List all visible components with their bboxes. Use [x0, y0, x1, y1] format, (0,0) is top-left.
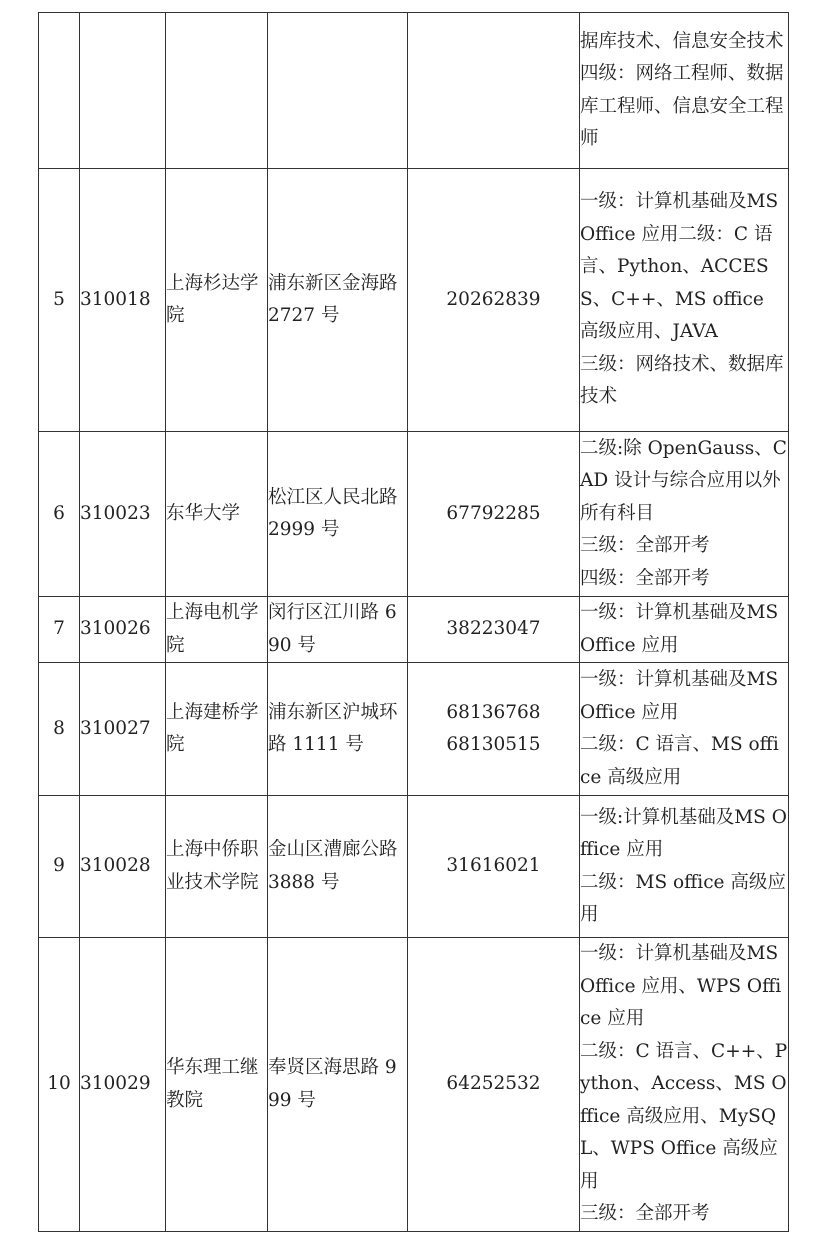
phone-number: 64252532: [446, 1073, 541, 1095]
subject-line: 四级：全部开考: [580, 567, 710, 589]
table-row: [39, 663, 789, 796]
site-code: 310028: [80, 796, 166, 938]
phone-number: 67792285: [446, 502, 541, 524]
table-row: [39, 938, 789, 1232]
site-name: [166, 13, 268, 169]
site-code: 310026: [80, 597, 166, 663]
exam-subjects: [580, 169, 789, 432]
site-phone: [408, 938, 580, 1232]
exam-subjects: [580, 796, 789, 938]
exam-subjects: [580, 432, 789, 597]
row-number: 8: [39, 663, 80, 796]
site-address: 闵行区江川路 690 号: [268, 597, 408, 663]
subject-line: 据库技术、信息安全技术: [580, 30, 784, 52]
site-address: 浦东新区沪城环路 1111 号: [268, 663, 408, 796]
site-address: 金山区漕廊公路 3888 号: [268, 796, 408, 938]
table-row: [39, 432, 789, 597]
phone-number: 20262839: [446, 288, 541, 310]
row-number: 7: [39, 597, 80, 663]
exam-sites-table: [38, 12, 789, 1232]
exam-subjects: [580, 597, 789, 663]
table-row: [39, 796, 789, 938]
row-number: 6: [39, 432, 80, 597]
phone-number: 31616021: [446, 855, 541, 877]
site-code: 310029: [80, 938, 166, 1232]
table-row: [39, 13, 789, 169]
exam-subjects: [580, 13, 789, 169]
site-name: 东华大学: [166, 432, 268, 597]
subject-line: 三级：全部开考: [580, 535, 710, 557]
subject-line: 三级：网络技术、数据库技术: [580, 353, 784, 408]
row-number: 9: [39, 796, 80, 938]
site-phone: [408, 796, 580, 938]
exam-subjects: [580, 663, 789, 796]
site-code: [80, 13, 166, 169]
phone-number: 68130515: [446, 734, 541, 755]
site-name: 华东理工继教院: [166, 938, 268, 1232]
subject-line: 二级：C 语言、C++、Python、Access、MS Office 高级应用、MySQL、WPS Office 高级应用: [580, 1040, 788, 1192]
site-address: [268, 13, 408, 169]
site-code: 310018: [80, 169, 166, 432]
subject-line: 二级：C 语言、MS office 高级应用: [580, 734, 779, 788]
site-name: 上海电机学院: [166, 597, 268, 663]
site-name: 上海中侨职业技术学院: [166, 796, 268, 938]
table-row: [39, 169, 789, 432]
site-name: 上海建桥学院: [166, 663, 268, 796]
subject-line: 一级:计算机基础及MS Office 应用: [580, 806, 787, 860]
site-phone: [408, 432, 580, 597]
subject-line: 二级:除 OpenGauss、CAD 设计与综合应用以外所有科目: [580, 437, 787, 524]
site-address: 松江区人民北路 2999 号: [268, 432, 408, 597]
exam-subjects: [580, 938, 789, 1232]
site-phone: [408, 169, 580, 432]
row-number: [39, 13, 80, 169]
site-phone: [408, 13, 580, 169]
site-address: 奉贤区海思路 999 号: [268, 938, 408, 1232]
row-number: 5: [39, 169, 80, 432]
subject-line: 四级：网络工程师、数据库工程师、信息安全工程师: [580, 63, 784, 149]
subject-line: 一级：计算机基础及MS Office 应用二级：C 语言、Python、ACCESS、C++、MS office 高级应用、JAVA: [580, 191, 779, 343]
subject-line: 一级：计算机基础及MS Office 应用: [580, 669, 779, 723]
subject-line: 一级：计算机基础及MS Office 应用: [580, 602, 779, 656]
site-code: 310027: [80, 663, 166, 796]
subject-line: 三级：全部开考: [580, 1203, 710, 1225]
site-address: 浦东新区金海路 2727 号: [268, 169, 408, 432]
site-name: 上海杉达学院: [166, 169, 268, 432]
phone-number: 38223047: [446, 618, 541, 640]
row-number: 10: [39, 938, 80, 1232]
table-row: [39, 597, 789, 663]
site-code: 310023: [80, 432, 166, 597]
subject-line: 二级：MS office 高级应用: [580, 871, 786, 925]
phone-number: 68136768: [446, 701, 541, 723]
site-phone: [408, 663, 580, 796]
site-phone: [408, 597, 580, 663]
subject-line: 一级：计算机基础及MS Office 应用、WPS Office 应用: [580, 943, 782, 1030]
